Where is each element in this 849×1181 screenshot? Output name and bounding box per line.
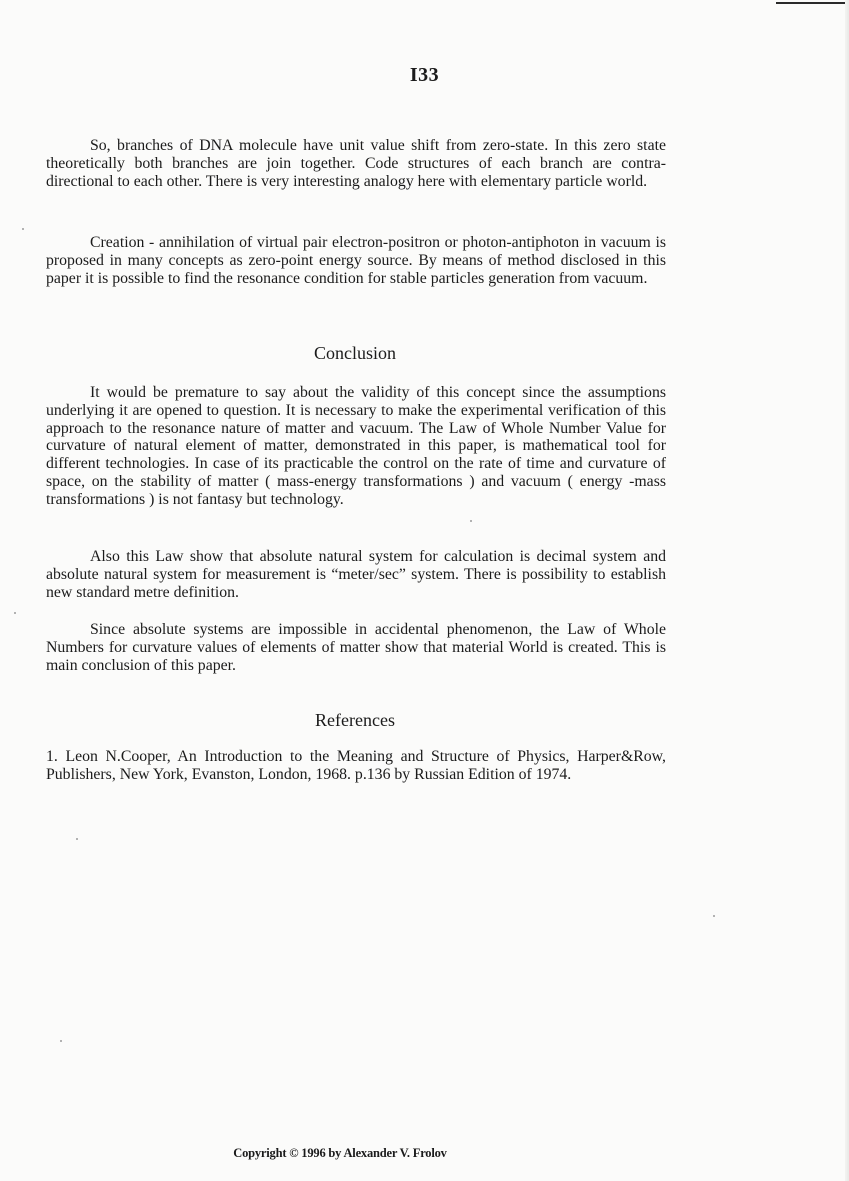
conclusion-paragraph-law: Also this Law show that absolute natural system for calculation is decimal system and absolute natural system for measurement is “meter/sec” system. There is possibility to establish new standard metre definition. xyxy=(46,548,666,601)
conclusion-paragraph-validity: It would be premature to say about the validity of this concept since the assumptions underlying it are opened to question. It is necessary to make the experimental verification of this approach to the resonance nature of matter and vacuum. The Law of Whole Number Value for curvature of natural element of matter, demonstrated in this paper, is mathematical tool for different technologies. In case of its practicable the control on the rate of time and curvature of space, on the stability of matter ( mass-energy transformations ) and vacuum ( energy -mass transformations ) is not fantasy but technology. xyxy=(46,384,666,508)
conclusion-paragraph-main: Since absolute systems are impossible in accidental phenomenon, the Law of Whole Numbers for curvature values of elements of matter show that material World is created. This is main conclusion of this paper. xyxy=(46,621,666,674)
body-paragraph-vacuum: Creation - annihilation of virtual pair electron-positron or photon-antiphoton in vacuum is proposed in many concepts as zero-point energy source. By means of method disclosed in this paper it is possible to find the resonance condition for stable particles generation from vacuum. xyxy=(46,234,666,287)
scan-speck xyxy=(60,1040,62,1042)
section-heading-references: References xyxy=(315,710,395,730)
scan-artifact-line xyxy=(776,2,846,4)
section-heading-conclusion: Conclusion xyxy=(313,343,396,363)
scan-speck xyxy=(713,915,715,917)
scan-edge xyxy=(845,0,849,1181)
scan-speck xyxy=(22,228,24,230)
scan-speck xyxy=(14,612,16,614)
scan-speck xyxy=(76,838,78,840)
scan-speck xyxy=(470,520,472,522)
copyright-footer: Copyright © 1996 by Alexander V. Frolov xyxy=(233,1146,447,1160)
page-number: I33 xyxy=(409,64,440,86)
reference-item: 1. Leon N.Cooper, An Introduction to the Meaning and Structure of Physics, Harper&Row, Publishers, New York, Evanston, London, 1968. p.136 by Russian Edition of 1974. xyxy=(46,748,666,783)
body-paragraph-dna: So, branches of DNA molecule have unit value shift from zero-state. In this zero state theoretically both branches are join together. Code structures of each branch are contra-directional to each other. There is very interesting analogy here with elementary particle world. xyxy=(46,137,666,190)
